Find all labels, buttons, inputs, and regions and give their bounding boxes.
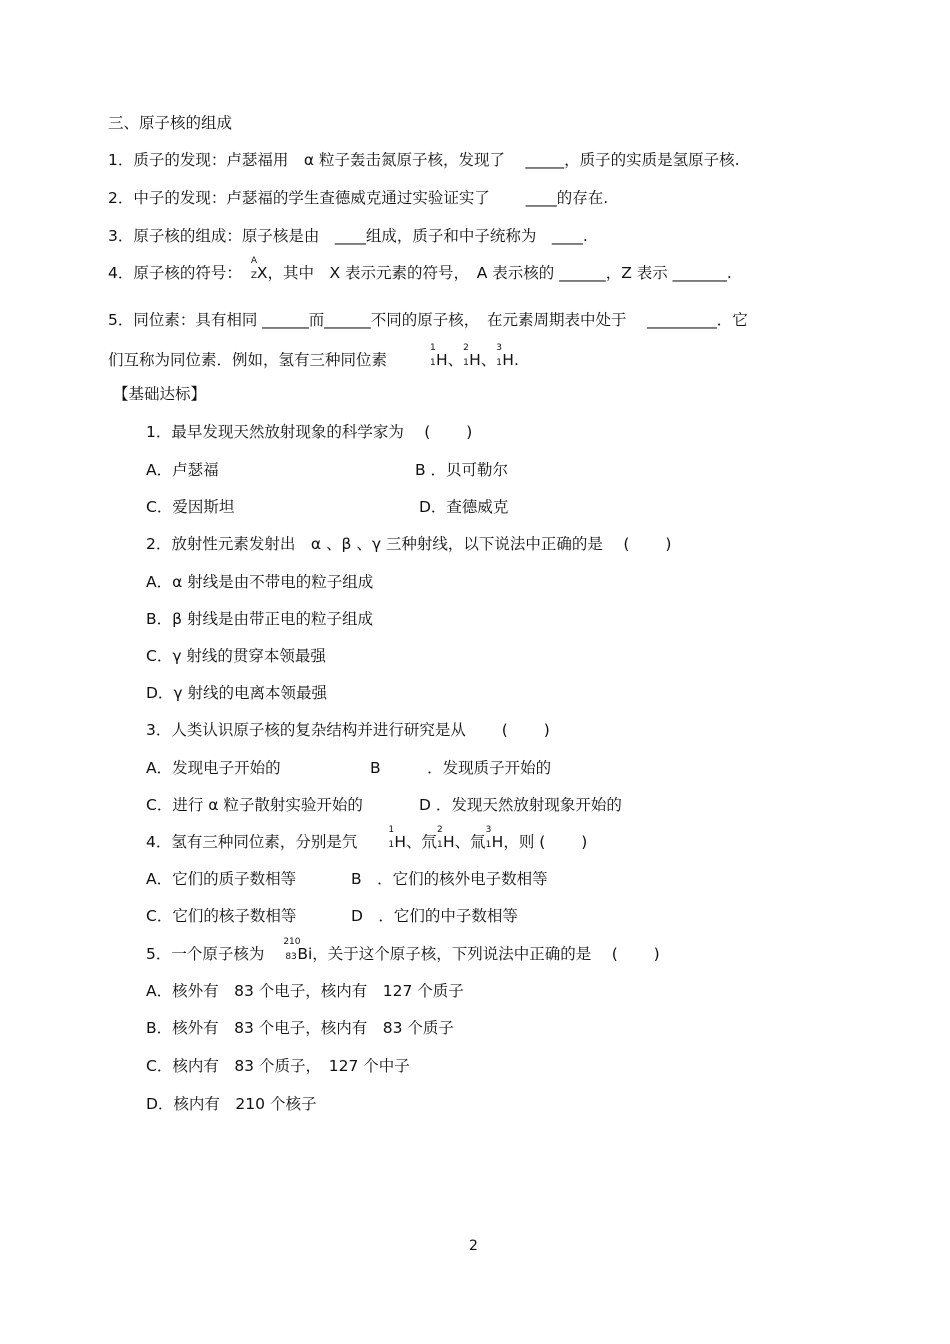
q4-tritium-label: 、氚 (454, 833, 486, 851)
nuclide-atomic: 1 (429, 358, 436, 368)
nuclide-tritium (485, 825, 504, 852)
item-4-label: 4．原子核的符号： (108, 264, 242, 282)
item-1-proton-discovery: 1．质子的发现：卢瑟福用 α 粒子轰击氮原子核，发现了 _____，质子的实质是氢原子核. (108, 151, 740, 169)
q4-deuterium-label: 、氘 (405, 833, 437, 851)
page-number: 2 (469, 1238, 478, 1254)
q3-option-d: D ．发现天然放射现象开始的 (419, 796, 622, 814)
item-3-nucleus-composition: 3．原子核的组成：原子核是由 ____组成，质子和中子统称为 ____. (108, 227, 588, 245)
nuclide-symbol: H (469, 351, 481, 369)
nuclide-bismuth (283, 937, 313, 964)
q1-option-c: C．爱因斯坦 (146, 498, 235, 516)
q5-text-end: ，关于这个原子核，下列说法中正确的是 ( ) (312, 945, 660, 963)
question-1: 1．最早发现天然放射现象的科学家为 ( ) (146, 423, 473, 441)
separator: 、 (447, 351, 464, 369)
item-4-nuclide-symbol (108, 256, 732, 283)
nuclide-mass: 210 (283, 937, 301, 947)
q5-option-c: C．核内有 83 个质子， 127 个中子 (146, 1057, 410, 1075)
nuclide-atomic: 83 (285, 952, 297, 962)
nuclide-atomic: 1 (463, 358, 469, 368)
heading-basic: 【基础达标】 (113, 385, 207, 403)
q4-text-end: ，则 ( ) (503, 833, 588, 851)
q4-text-start: 4．氢有三种同位素，分别是氕 (146, 833, 358, 851)
nuclide-mass: 3 (485, 825, 492, 835)
q2-option-c: C．γ 射线的贯穿本领最强 (146, 647, 326, 665)
q4-option-c: C．它们的核子数相等 (146, 907, 297, 925)
item-5-cont-text: 们互称为同位素．例如，氢有三种同位素 (108, 351, 388, 369)
q2-option-b: B．β 射线是由带正电的粒子组成 (146, 610, 373, 628)
q5-option-d: D．核内有 210 个核子 (146, 1095, 317, 1113)
nuclide-h2 (463, 343, 481, 370)
nuclide-symbol: H (435, 351, 448, 369)
nuclide-h3 (496, 343, 514, 370)
q5-text-start: 5．一个原子核为 (146, 945, 265, 963)
nuclide-general (250, 256, 268, 283)
item-5-isotopes: 5．同位素：具有相同 ______而______不同的原子核， 在元素周期表中处于 _________．它 (108, 311, 748, 329)
nuclide-mass: 2 (463, 343, 469, 353)
nuclide-symbol: H (502, 351, 514, 369)
nuclide-mass: 3 (496, 343, 503, 353)
q4-option-d: D ．它们的中子数相等 (351, 907, 518, 925)
q4-option-a: A．它们的质子数相等 (146, 870, 297, 888)
q1-option-b: B ．贝可勒尔 (415, 461, 509, 479)
question-2: 2．放射性元素发射出 α 、β 、γ 三种射线，以下说法中正确的是 ( ) (146, 535, 672, 553)
nuclide-mass: 1 (429, 343, 436, 353)
question-5 (146, 937, 660, 964)
question-4 (146, 825, 588, 852)
nuclide-symbol: X (256, 264, 268, 282)
q2-option-a: A．α 射线是由不带电的粒子组成 (146, 573, 374, 591)
nuclide-mass: 2 (436, 825, 443, 835)
period: . (513, 351, 519, 369)
separator: 、 (480, 351, 497, 369)
question-3: 3．人类认识原子核的复杂结构并进行研究是从 ( ) (146, 721, 550, 739)
nuclide-atomic: 1 (485, 840, 492, 850)
nuclide-atomic: 1 (496, 358, 503, 368)
nuclide-atomic: Z (250, 271, 257, 281)
nuclide-deuterium (436, 825, 455, 852)
q5-option-b: B．核外有 83 个电子，核内有 83 个质子 (146, 1019, 454, 1037)
nuclide-protium (388, 825, 406, 852)
q4-option-b: B ．它们的核外电子数相等 (351, 870, 548, 888)
nuclide-symbol: H (442, 833, 455, 851)
nuclide-mass: 1 (388, 825, 395, 835)
nuclide-atomic: 1 (388, 840, 395, 850)
nuclide-symbol: H (491, 833, 504, 851)
q3-option-c: C．进行 α 粒子散射实验开始的 (146, 796, 363, 814)
nuclide-symbol: Bi (297, 945, 313, 963)
nuclide-symbol: H (394, 833, 406, 851)
nuclide-h1 (429, 343, 448, 370)
q1-option-d: D．查德威克 (419, 498, 509, 516)
item-5-isotopes-cont (108, 343, 519, 370)
q3-option-b: B ．发现质子开始的 (370, 759, 552, 777)
item-2-neutron-discovery: 2．中子的发现：卢瑟福的学生查德威克通过实验证实了 ____的存在. (108, 189, 609, 207)
nuclide-atomic: 1 (436, 840, 443, 850)
item-4-text: ，其中 X 表示元素的符号， A 表示核的 ______，Z 表示 _______. (267, 264, 732, 282)
q2-option-d: D．γ 射线的电离本领最强 (146, 684, 328, 702)
q5-option-a: A．核外有 83 个电子，核内有 127 个质子 (146, 982, 464, 1000)
q1-option-a: A．卢瑟福 (146, 461, 219, 479)
section-title: 三、原子核的组成 (108, 114, 233, 132)
nuclide-mass: A (250, 256, 257, 266)
q3-option-a: A．发现电子开始的 (146, 759, 281, 777)
